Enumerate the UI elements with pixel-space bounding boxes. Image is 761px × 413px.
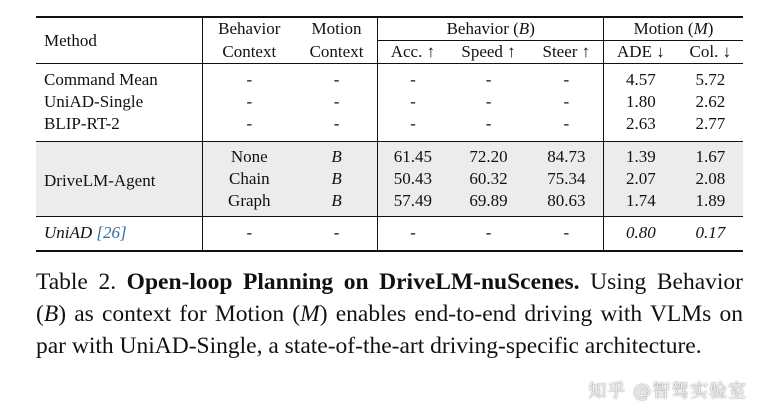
header-motion-group: Motion (M) [604,17,743,41]
cell-mctx: B [296,190,378,217]
cell-ade: 1.39 [604,142,678,169]
cell-col: 0.17 [695,223,726,242]
cell-method: BLIP-RT-2 [44,114,120,133]
cell-acc: - [378,113,448,142]
cell-bctx: - [202,113,295,142]
table-caption [36,266,743,362]
table-row [36,64,743,92]
cell-acc: - [378,91,448,113]
header-row-1 [36,17,743,41]
cell-method-drivelm-agent: DriveLM-Agent [36,142,202,217]
cell-mctx: - [333,70,340,89]
watermark: 知乎 @智驾实验室 [588,381,747,402]
table-row [36,113,743,142]
caption-sym-b: B [43,301,59,327]
caption-title: Open-loop Planning on DriveLM-nuScenes. [126,269,580,295]
cell-speed: 72.20 [448,142,530,169]
cell-method: Command Mean [44,70,158,89]
header-motion-context-line1: Motion [311,19,362,39]
cell-ade: 2.63 [604,113,678,142]
cell-bctx: - [202,91,295,113]
header-behavior-group: Behavior (B) [378,17,604,41]
cell-acc: 61.45 [378,142,448,169]
cell-ade: 2.07 [604,168,678,190]
cell-bctx: Chain [202,168,295,190]
cell-steer: 80.63 [530,190,604,217]
header-behavior-context-line2: Context [202,41,295,64]
caption-sym-m: M [300,301,320,327]
cell-mctx: B [296,142,378,169]
cell-mctx: - [333,223,340,242]
results-table [36,16,743,252]
cell-bctx: - [202,217,295,252]
cell-method: UniAD-Single [44,92,144,111]
header-col: Col. ↓ [689,42,732,61]
table-row [36,91,743,113]
header-speed: Speed ↑ [461,42,516,61]
cell-speed: 60.32 [448,168,530,190]
cell-speed: - [485,92,492,111]
cell-bctx: - [202,64,295,92]
caption-label: Table 2. [36,269,117,295]
cell-speed: - [485,70,492,89]
cell-steer: - [563,92,570,111]
caption-body-1: Using Behavior ( [36,269,743,327]
header-steer: Steer ↑ [542,42,591,61]
cell-bctx: None [202,142,295,169]
cell-col: 1.89 [678,190,743,217]
caption-body-2: ) as context for Motion ( [58,301,301,327]
cell-acc: 57.49 [378,190,448,217]
cell-mctx: - [333,114,340,133]
cell-col: 2.77 [695,114,726,133]
cell-col: 5.72 [695,70,726,89]
cell-acc: 50.43 [378,168,448,190]
table-row [36,217,743,252]
cell-mctx: - [333,92,340,111]
cell-steer: 84.73 [530,142,604,169]
cell-bctx: Graph [202,190,295,217]
cell-steer: - [563,114,570,133]
cell-ade: 1.80 [604,91,678,113]
cell-speed: 69.89 [448,190,530,217]
cell-speed: - [485,223,492,242]
header-acc: Acc. ↑ [378,41,448,64]
header-method: Method [44,30,97,50]
cell-steer: - [563,70,570,89]
cell-acc: - [378,217,448,252]
cell-ade: 4.57 [604,64,678,92]
cell-steer: 75.34 [530,168,604,190]
cell-col: 2.62 [695,92,726,111]
cell-ade: 0.80 [604,217,678,252]
cell-col: 1.67 [678,142,743,169]
cell-col: 2.08 [678,168,743,190]
cell-method-uniad: UniAD [26] [44,223,127,242]
cell-steer: - [563,223,570,242]
cell-ade: 1.74 [604,190,678,217]
header-behavior-context-line1: Behavior [202,17,295,41]
caption-body-3: ) enables end-to-end driving with VLMs on par with UniAD-Single, a state-of-the-art driving-specific architecture. [36,301,743,359]
citation-link[interactable]: [26] [96,223,127,242]
cell-mctx: B [296,168,378,190]
header-ade: ADE ↓ [604,41,678,64]
cell-speed: - [485,114,492,133]
header-motion-context-line2: Context [309,41,364,61]
table-row [36,142,743,169]
cell-acc: - [378,64,448,92]
